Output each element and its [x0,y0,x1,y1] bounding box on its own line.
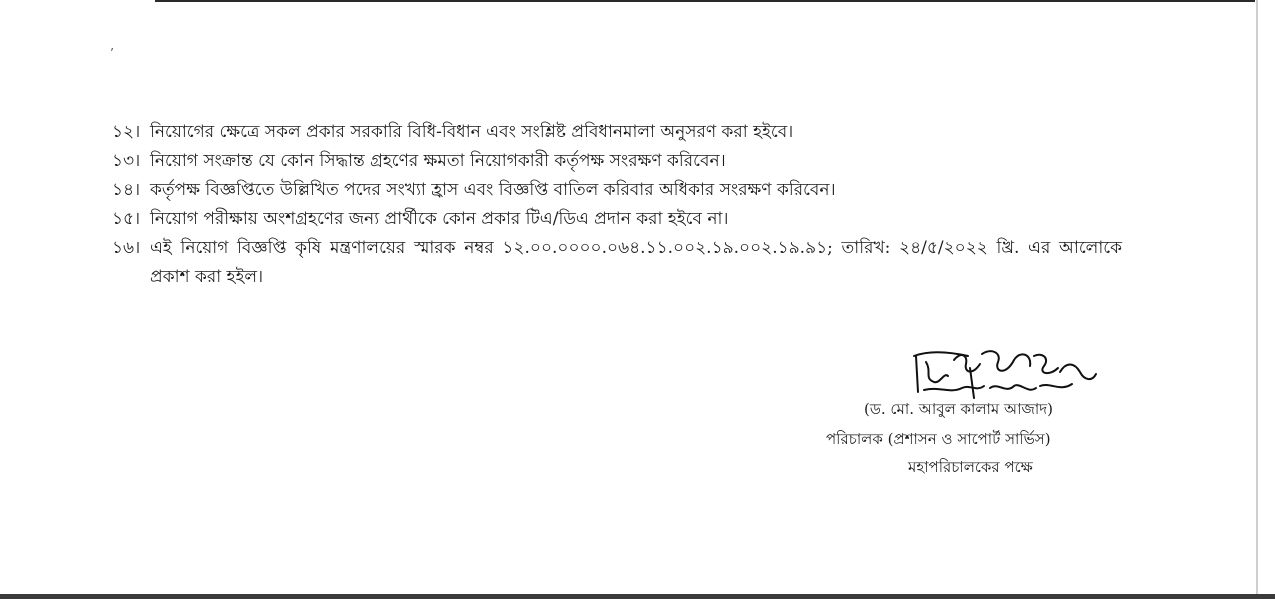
clause-13 [112,147,1122,176]
clause-number: ১৬। [112,238,141,258]
clause-text: নিয়োগের ক্ষেত্রে সকল প্রকার সরকারি বিধি-বিধান এবং সংশ্লিষ্ট প্রবিধানমালা অনুসরণ করা হইবে। [150,122,794,142]
clause-text: নিয়োগ সংক্রান্ত যে কোন সিদ্ধান্ত গ্রহণের ক্ষমতা নিয়োগকারী কর্তৃপক্ষ সংরক্ষণ করিবেন। [150,151,726,171]
clause-text: নিয়োগ পরীক্ষায় অংশগ্রহণের জন্য প্রার্থীকে কোন প্রকার টিএ/ডিএ প্রদান করা হইবে না। [150,209,729,229]
clause-text: এই নিয়োগ বিজ্ঞপ্তি কৃষি মন্ত্রণালয়ের স্মারক নম্বর ১২.০০.০০০০.০৬৪.১১.০০২.১৯.০০২.১৯.৯১; তারিখ: ২৪/৫/২০২২ খ্রি. এর আলোকে প্রকাশ করা হইল। [150,238,1122,287]
clause-15 [112,205,1122,234]
signature-block [820,340,1140,490]
clause-text: কর্তৃপক্ষ বিজ্ঞপ্তিতে উল্লিখিত পদের সংখ্যা হ্রাস এবং বিজ্ঞপ্তি বাতিল করিবার অধিকার সংরক্ষণ করিবেন। [150,180,836,200]
clause-number: ১৩। [112,151,141,171]
clause-number: ১৪। [112,180,141,200]
scan-bottom-border [0,594,1275,599]
scan-top-border [155,0,1255,2]
signatory-name: (ড. মো. আবুল কালাম আজাদ) [864,400,1053,418]
signatory-on-behalf: মহাপরিচালকের পক্ষে [908,458,1033,476]
clause-16 [112,234,1122,292]
clause-number: ১২। [112,122,141,142]
clause-14 [112,176,1122,205]
signatory-designation: পরিচালক (প্রশাসন ও সাপোর্ট সার্ভিস) [826,430,1051,448]
scan-right-border [1256,0,1258,599]
handwritten-signature [910,342,1100,402]
scan-speck: ’ [110,46,114,60]
clause-list [112,118,1122,292]
clause-number: ১৫। [112,209,141,229]
clause-12 [112,118,1122,147]
